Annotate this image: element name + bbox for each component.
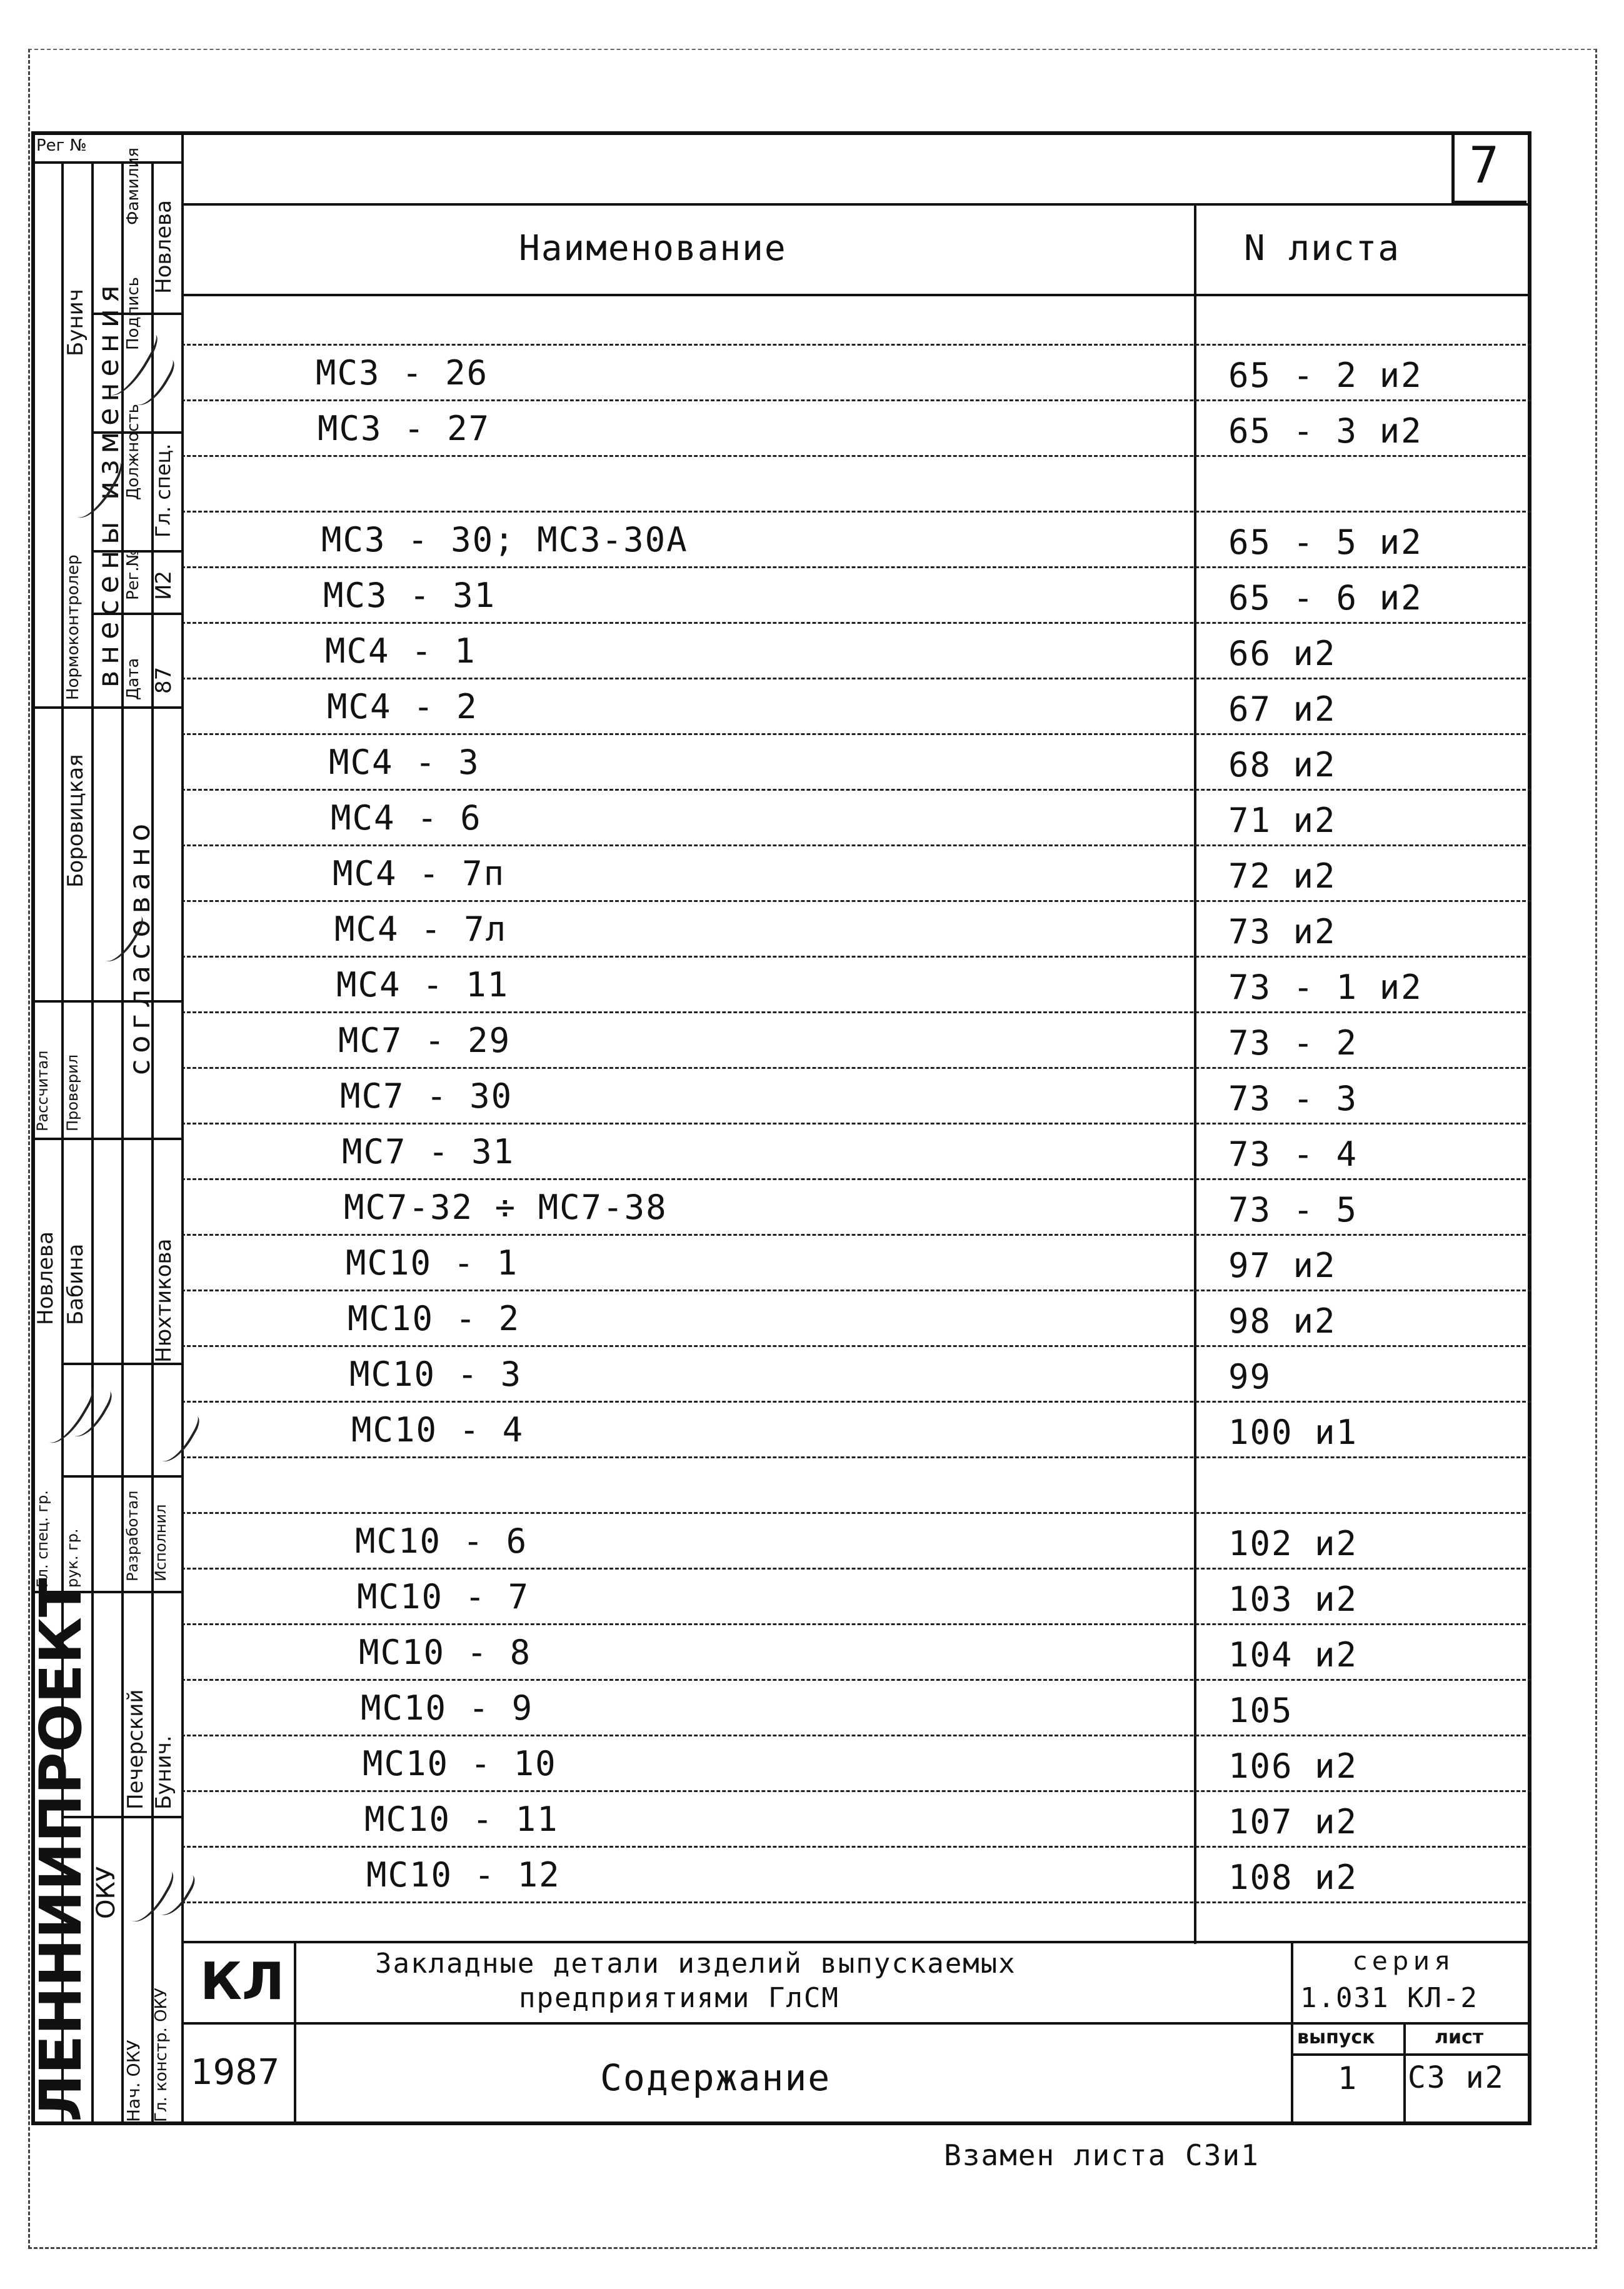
row-separator: [181, 1345, 1531, 1347]
col-position: Должность: [124, 404, 143, 500]
row-name: МС3 - 27: [318, 409, 491, 448]
row-sheet: 68 и2: [1228, 745, 1336, 784]
row-sheet: 98 и2: [1228, 1301, 1336, 1341]
row-name: МС10 - 10: [363, 1744, 557, 1783]
row-name: МС3 - 26: [316, 353, 489, 393]
novleva-name: Новлева: [33, 1231, 58, 1325]
row-name: МС10 - 8: [359, 1633, 532, 1672]
replacement-note: Взамен листа С3и1: [944, 2138, 1260, 2172]
change-surname: Новлева: [151, 200, 176, 294]
row-sheet: 71 и2: [1228, 801, 1336, 840]
row-name: МС4 - 1: [325, 631, 476, 671]
row-sheet: 108 и2: [1228, 1858, 1358, 1897]
column-header-sheet: N листа: [1244, 228, 1401, 269]
row-name: МС10 - 4: [351, 1410, 524, 1450]
title-block-code: КЛ: [200, 1952, 285, 2011]
row-name: МС4 - 7п: [333, 854, 506, 893]
header-bottom-line: [181, 294, 1531, 296]
row-sheet: 107 и2: [1228, 1802, 1358, 1841]
row-separator: [181, 1623, 1531, 1625]
row-sheet: 73 - 5: [1228, 1190, 1358, 1230]
row-sheet: 65 - 5 и2: [1228, 523, 1423, 562]
row-name: МС4 - 6: [331, 798, 482, 838]
title-block-doc-title: Содержание: [600, 2056, 831, 2099]
row-sheet: 103 и2: [1228, 1580, 1358, 1619]
change-reg: И2: [151, 570, 176, 600]
row-sheet: 72 и2: [1228, 856, 1336, 896]
side-h-2: [31, 1000, 181, 1003]
row-separator: [181, 566, 1531, 568]
tb-v3: [1403, 2022, 1406, 2125]
row-name: МС10 - 9: [361, 1688, 534, 1728]
col-surname: Фамилия: [124, 148, 143, 225]
row-separator: [181, 1512, 1531, 1514]
side-h-1: [31, 706, 181, 709]
column-header-name: Наименование: [519, 228, 787, 269]
row-separator: [181, 1846, 1531, 1848]
changes-header: внесены изменения: [91, 279, 125, 688]
row-separator: [181, 511, 1531, 513]
row-name: МС10 - 11: [364, 1800, 559, 1839]
row-separator: [181, 1011, 1531, 1013]
title-block-description-1: Закладные детали изделий выпускаемых: [375, 1948, 1016, 1980]
chief-constr-label: Гл. констр. ОКУ: [152, 1988, 171, 2122]
normcontrol-name: Бунич: [63, 289, 88, 356]
row-sheet: 102 и2: [1228, 1524, 1358, 1563]
row-separator: [181, 1401, 1531, 1403]
row-sheet: 65 - 2 и2: [1228, 356, 1423, 395]
issue-label: выпуск: [1297, 2026, 1375, 2048]
row-separator: [181, 900, 1531, 902]
row-sheet: 100 и1: [1228, 1413, 1358, 1452]
row-name: МС4 - 2: [327, 687, 478, 726]
row-separator: [181, 399, 1531, 401]
side-h-3: [31, 1138, 181, 1140]
pechersky-name: Печерский: [123, 1689, 148, 1810]
row-sheet: 105: [1228, 1691, 1293, 1730]
row-separator: [181, 1568, 1531, 1570]
row-name: МС3 - 31: [323, 576, 496, 615]
title-block-description-2: предприятиями ГлСМ: [519, 1982, 840, 2014]
row-sheet: 104 и2: [1228, 1635, 1358, 1675]
row-sheet: 67 и2: [1228, 689, 1336, 729]
side-h-9: [61, 1363, 181, 1365]
tb-h1: [181, 2022, 1531, 2025]
col-signature: Подпись: [124, 277, 143, 350]
normcontrol-label: Нормоконтролер: [64, 554, 83, 700]
row-sheet: 73 - 3: [1228, 1079, 1358, 1118]
row-name: МС7 - 30: [340, 1076, 513, 1116]
row-separator: [181, 789, 1531, 791]
row-separator: [181, 1901, 1531, 1903]
row-separator: [181, 1234, 1531, 1236]
checked-label: Проверил: [64, 1054, 81, 1131]
bunich-name: Бунич.: [151, 1735, 176, 1810]
row-separator: [181, 844, 1531, 846]
row-name: МС4 - 3: [329, 743, 480, 782]
okv-label: ОКУ: [92, 1866, 121, 1919]
column-divider: [1194, 203, 1196, 1944]
row-name: МС3 - 30; МС3-30А: [321, 520, 688, 559]
row-separator: [181, 344, 1531, 346]
sheet-value: С3 и2: [1408, 2060, 1505, 2095]
change-date: 87: [151, 666, 176, 694]
tb-h2: [1291, 2053, 1531, 2056]
row-name: МС4 - 7л: [334, 909, 508, 949]
nyukhtikova-name: Нюхтикова: [151, 1238, 176, 1363]
row-sheet: 73 - 2: [1228, 1023, 1358, 1063]
row-sheet: 99: [1228, 1357, 1272, 1396]
executed-label: Исполнил: [152, 1504, 169, 1581]
row-separator: [181, 622, 1531, 624]
series-value: 1.031 КЛ-2: [1300, 1982, 1478, 2014]
col-reg: Рег.№: [124, 549, 143, 600]
row-separator: [181, 956, 1531, 958]
agreed-label: согласовано: [123, 817, 156, 1075]
row-sheet: 65 - 3 и2: [1228, 411, 1423, 451]
side-panel-reg-line: [31, 161, 181, 164]
row-name: МС10 - 7: [357, 1577, 530, 1616]
row-name: МС7 - 31: [342, 1132, 515, 1171]
change-position: Гл. спец.: [151, 443, 175, 538]
page-number: 7: [1469, 136, 1501, 194]
row-name: МС10 - 6: [355, 1521, 528, 1561]
babina-name: Бабина: [63, 1243, 88, 1325]
table-bottom-line: [181, 1941, 1531, 1943]
row-name: МС10 - 12: [366, 1855, 561, 1895]
row-sheet: 73 - 1 и2: [1228, 968, 1423, 1007]
side-h-10: [61, 1475, 181, 1478]
row-separator: [181, 1790, 1531, 1792]
row-separator: [181, 678, 1531, 679]
agreed-name: Боровицкая: [63, 754, 88, 888]
sheet-label: лист: [1435, 2026, 1484, 2048]
calculated-label: Рассчитал: [34, 1050, 51, 1131]
row-sheet: 65 - 6 и2: [1228, 578, 1423, 618]
row-separator: [181, 1123, 1531, 1124]
row-separator: [181, 1290, 1531, 1291]
row-name: МС10 - 3: [349, 1355, 523, 1394]
row-sheet: 73 - 4: [1228, 1134, 1358, 1174]
row-name: МС4 - 11: [336, 965, 509, 1004]
tb-v1: [294, 1941, 296, 2125]
issue-value: 1: [1338, 2060, 1358, 2096]
reg-label: Рег №: [36, 136, 87, 155]
row-sheet: 66 и2: [1228, 634, 1336, 673]
col-date: Дата: [124, 658, 143, 700]
row-separator: [181, 733, 1531, 735]
row-sheet: 97 и2: [1228, 1246, 1336, 1285]
row-name: МС7-32 ÷ МС7-38: [344, 1188, 668, 1227]
head-okv-label: Нач. ОКУ: [123, 2040, 144, 2122]
row-separator: [181, 455, 1531, 457]
group-head-label: рук. гр.: [64, 1528, 81, 1588]
org-name: ЛЕННИИПРОЕКТ: [28, 1578, 94, 2122]
tb-v2: [1291, 1941, 1293, 2125]
row-sheet: 106 и2: [1228, 1746, 1358, 1786]
row-name: МС10 - 1: [346, 1243, 519, 1283]
row-separator: [181, 1067, 1531, 1069]
series-label: серия: [1353, 1947, 1455, 1976]
header-top-line: [181, 203, 1531, 206]
row-separator: [181, 1178, 1531, 1180]
developed-label: Разработал: [124, 1490, 141, 1581]
chief-spec-label: Гл. спец. гр.: [34, 1490, 51, 1588]
row-separator: [181, 1456, 1531, 1458]
row-separator: [181, 1735, 1531, 1736]
side-panel-divider: [181, 134, 184, 2125]
title-block-year: 1987: [191, 2052, 280, 2093]
row-name: МС7 - 29: [338, 1021, 511, 1060]
row-name: МС10 - 2: [348, 1299, 521, 1338]
row-sheet: 73 и2: [1228, 912, 1336, 951]
row-separator: [181, 1679, 1531, 1681]
